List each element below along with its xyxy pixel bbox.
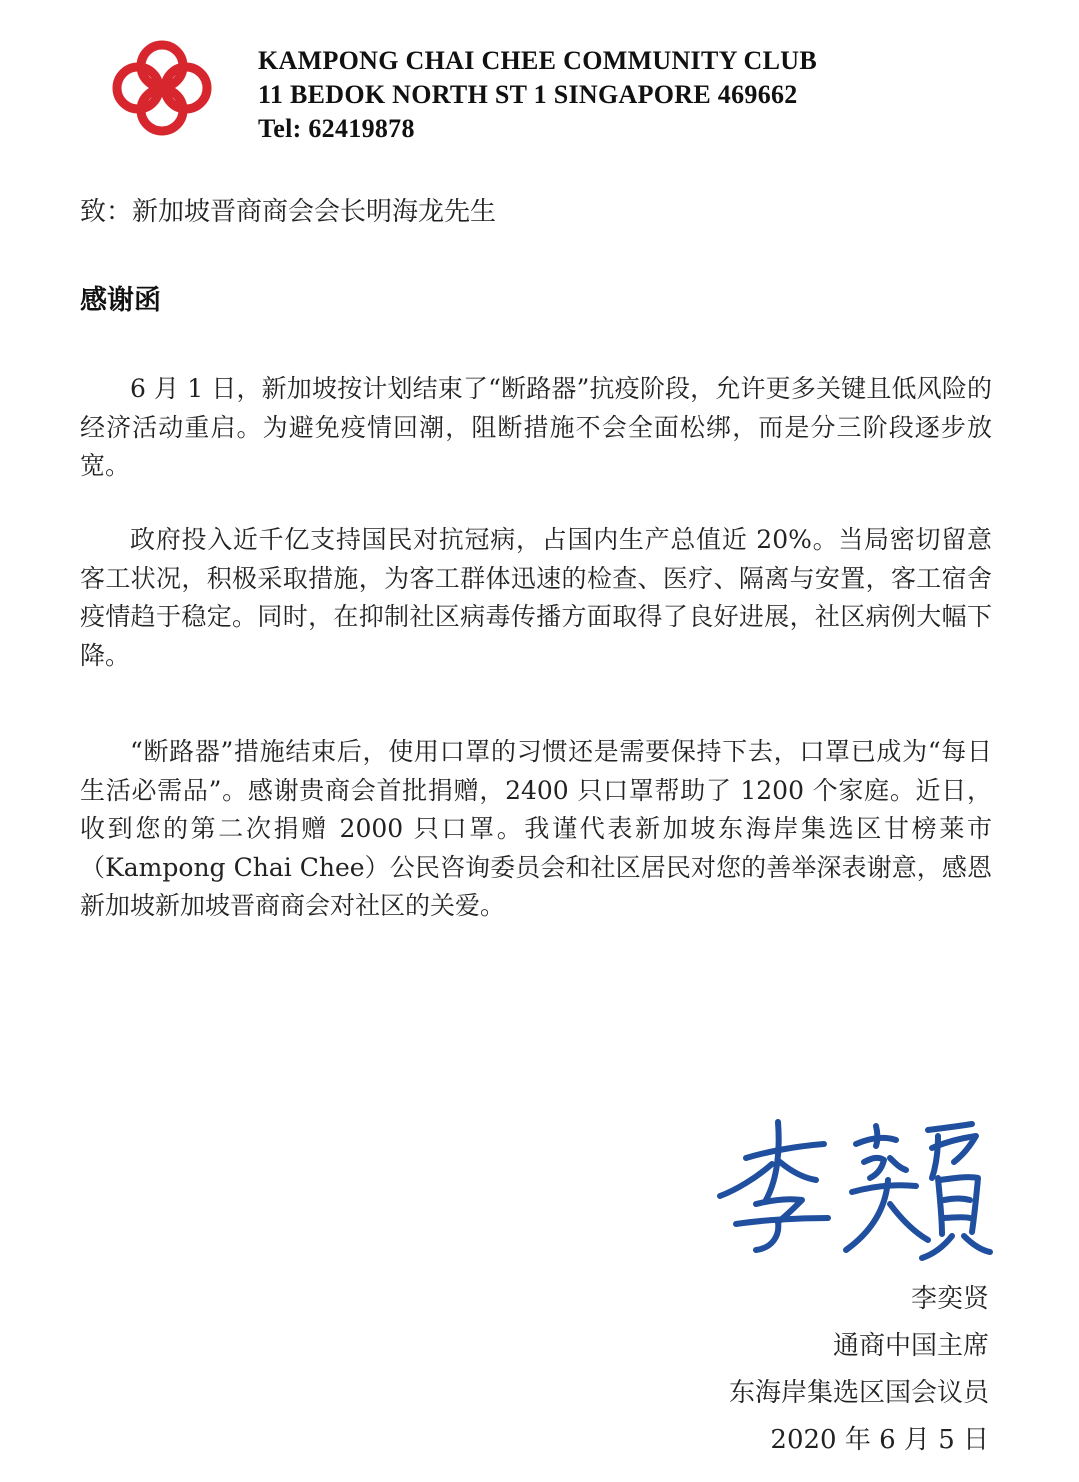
org-address: 11 BEDOK NORTH ST 1 SINGAPORE 469662 xyxy=(258,80,798,109)
letterhead xyxy=(258,44,817,146)
community-club-logo xyxy=(110,38,214,138)
signature-block xyxy=(729,1276,989,1464)
letter-title: 感谢函 xyxy=(80,285,161,316)
body-paragraph-1: 6 月 1 日，新加坡按计划结束了“断路器”抗疫阶段，允许更多关键且低风险的经济活动重启。为避免疫情回潮，阻断措施不会全面松绑，而是分三阶段逐步放宽。 xyxy=(80,374,992,480)
recipient-line: 致：新加坡晋商商会会长明海龙先生 xyxy=(80,197,497,227)
body-paragraph-2: 政府投入近千亿支持国民对抗冠病，占国内生产总值近 20%。当局密切留意客工状况，积极采取措施，为客工群体迅速的检查、医疗、隔离与安置，客工宿舍疫情趋于稳定。同时，在抑制社区病毒传播方面取得了良好进展，社区病例大幅下降。 xyxy=(80,525,992,670)
handwritten-signature xyxy=(706,1108,994,1266)
letter-date: 2020 年 6 月 5 日 xyxy=(770,1425,989,1455)
signer-position-1: 通商中国主席 xyxy=(832,1331,989,1361)
signer-name: 李奕贤 xyxy=(910,1284,989,1314)
body-paragraph-3: “断路器”措施结束后，使用口罩的习惯还是需要保持下去，口罩已成为“每日生活必需品”。感谢贵商会首批捐赠，2400 只口罩帮助了 1200 个家庭。近日，收到您的第二次捐赠 2000 只口罩。我谨代表新加坡东海岸集选区甘榜莱市（Kampong Chai Chee）公民咨询委员会和社区居民对您的善举深表谢意，感恩新加坡新加坡晋商商会对社区的关爱。 xyxy=(80,737,992,920)
org-tel: Tel: 62419878 xyxy=(258,114,415,143)
signer-position-2: 东海岸集选区国会议员 xyxy=(728,1378,989,1408)
org-name: KAMPONG CHAI CHEE COMMUNITY CLUB xyxy=(258,46,817,75)
